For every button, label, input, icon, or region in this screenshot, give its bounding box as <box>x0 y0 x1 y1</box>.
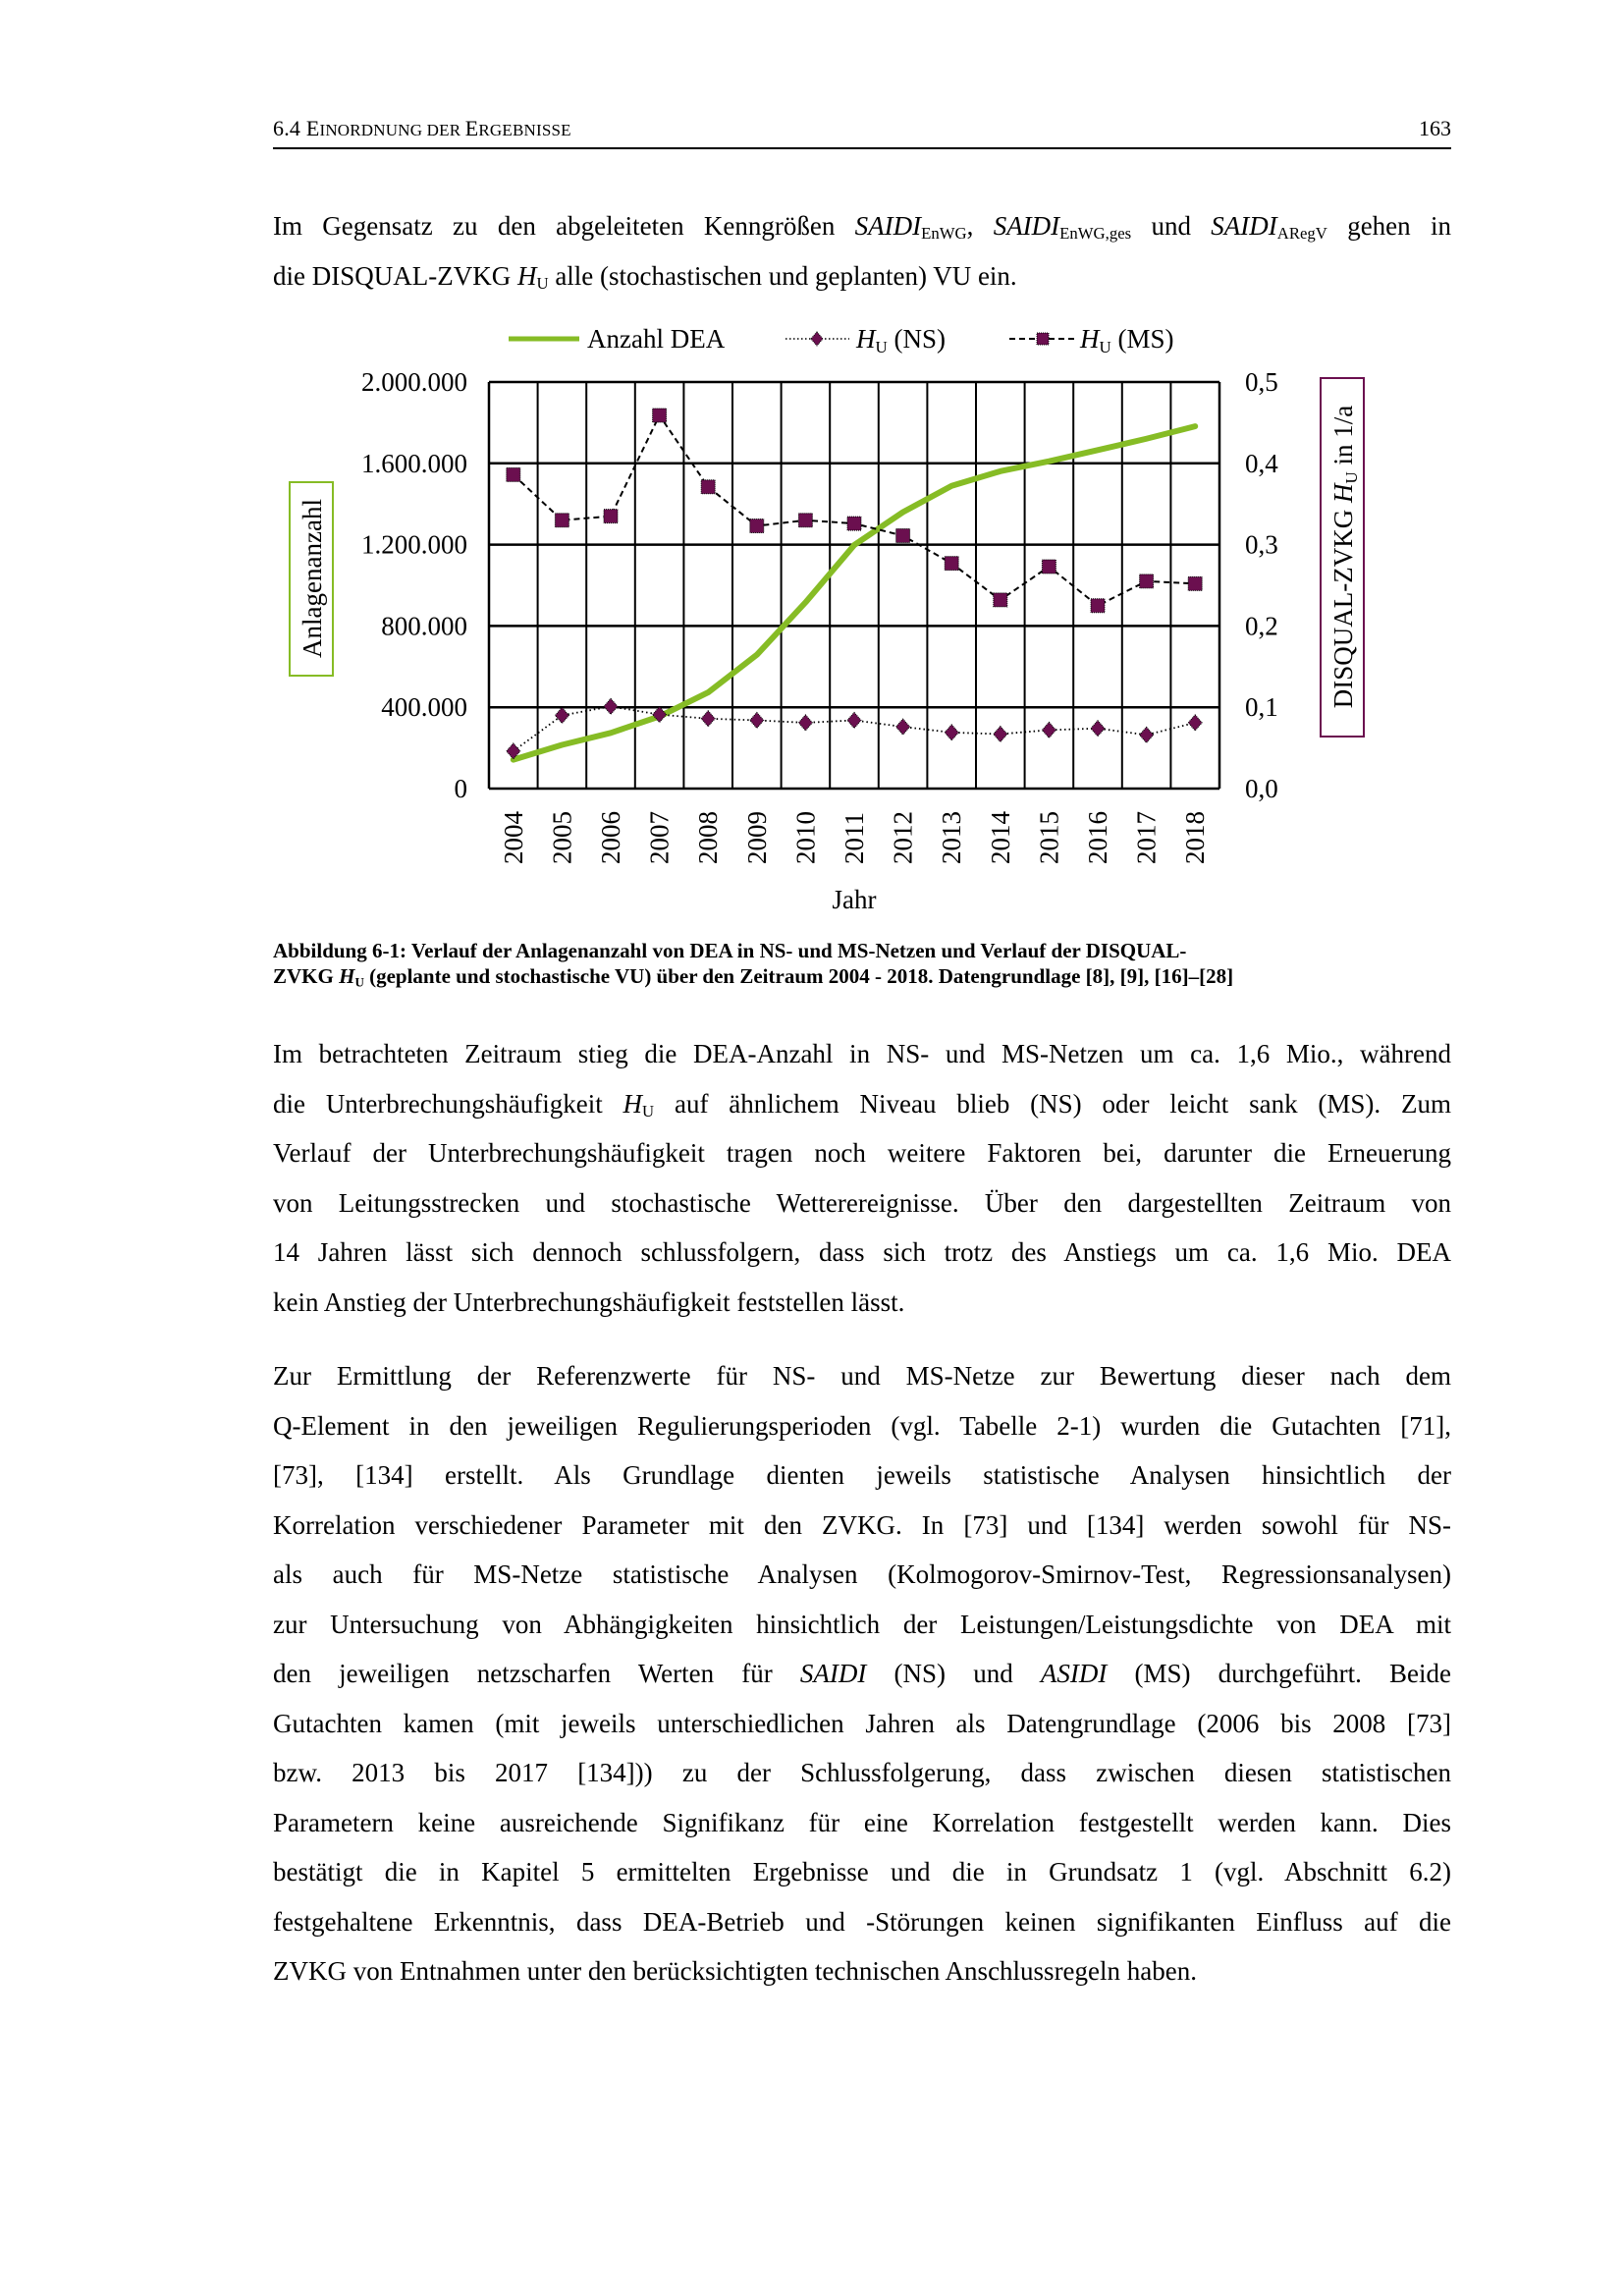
text-span: , <box>966 211 994 241</box>
data-point-hu-ns <box>896 719 910 735</box>
text-span: und <box>1131 211 1212 241</box>
x-axis-title: Jahr <box>832 885 877 914</box>
right-axis-tick-label: 0,2 <box>1245 611 1278 641</box>
text-line: Korrelation verschiedener Parameter mit den ZVKG. In [73] und [134] werden sowohl für NS- <box>273 1509 1451 1540</box>
data-point-hu-ns <box>555 707 568 723</box>
left-axis-tick-label: 1.200.000 <box>361 529 467 560</box>
section-title-smallcaps: INORDNUNG DER <box>319 121 465 139</box>
text-span: (geplante und stochastische VU) über den Zeitraum 2004 - 2018. Datengrundlage [8], [9], [16]–[28] <box>363 964 1234 988</box>
x-axis-tick-label: 2016 <box>1083 811 1112 864</box>
text-span: Im Gegensatz zu den abgeleiteten Kenngrößen <box>273 211 855 241</box>
data-point-hu-ns <box>701 711 715 727</box>
data-point-hu-ns <box>945 725 958 740</box>
x-axis-tick-label: 2004 <box>498 811 528 864</box>
text-line: von Leitungsstrecken und stochastische Wetterereignisse. Über den dargestellten Zeitraum von <box>273 1187 1451 1218</box>
data-point-hu-ns <box>1188 715 1202 731</box>
text-line <box>273 1649 1451 1699</box>
symbol-saidi: SAIDI <box>993 211 1060 241</box>
text-line: festgehaltene Erkenntnis, dass DEA-Betrieb und -Störungen keinen signifikanten Einfluss auf die <box>273 1906 1451 1937</box>
text-span: den jeweiligen netzscharfen Werten für <box>273 1659 800 1688</box>
left-axis-label <box>290 482 333 676</box>
text-line: Parametern keine ausreichende Signifikanz für eine Korrelation festgestellt werden kann. Dies <box>273 1807 1451 1837</box>
data-point-hu-ms <box>1091 599 1105 613</box>
text-span: H <box>623 1088 643 1119</box>
data-point-hu-ms <box>798 514 812 527</box>
data-point-hu-ns <box>750 712 764 728</box>
data-point-hu-ns <box>1042 722 1056 738</box>
symbol-saidi: SAIDI <box>854 211 922 241</box>
data-point-hu-ms <box>896 528 910 542</box>
left-axis-label-text: Anlagenanzahl <box>298 499 327 658</box>
subscript: EnWG,ges <box>1059 224 1132 244</box>
x-axis-tick-label: 2009 <box>741 811 772 864</box>
left-axis-tick-label: 1.600.000 <box>361 448 467 478</box>
data-point-hu-ms <box>1042 560 1056 574</box>
text-span: gehen in <box>1326 211 1451 241</box>
x-axis-tick-label: 2007 <box>644 811 675 864</box>
text-span: ASIDI <box>1040 1659 1108 1688</box>
series-line-anzahl-dea <box>514 426 1195 759</box>
data-point-hu-ms <box>604 510 618 523</box>
text-line: bestätigt die in Kapitel 5 ermittelten Ergebnisse und die in Grundsatz 1 (vgl. Abschnitt 6.2) <box>273 1857 1451 1886</box>
right-axis-tick-label: 0,1 <box>1245 692 1278 723</box>
left-axis-tick-label: 0 <box>454 774 467 803</box>
subscript: U <box>354 974 364 990</box>
x-axis-ticks <box>499 811 1210 865</box>
text-line: Verlauf der Unterbrechungshäufigkeit tragen noch weitere Faktoren bei, darunter die Erneuerung <box>273 1138 1451 1168</box>
text-line: kein Anstieg der Unterbrechungshäufigkeit feststellen lässt. <box>273 1286 905 1317</box>
data-point-hu-ms <box>555 514 568 527</box>
text-line: Gutachten kamen (mit jeweils unterschiedlichen Jahren als Datengrundlage (2006 bis 2008 [73] <box>273 1708 1451 1738</box>
x-axis-tick-label: 2013 <box>937 811 967 864</box>
legend-marker-ns <box>811 332 823 346</box>
data-point-hu-ms <box>750 519 764 533</box>
x-axis-tick-label: 2015 <box>1034 811 1064 864</box>
dea-hu-chart <box>0 0 1624 943</box>
x-axis-tick-label: 2018 <box>1180 811 1211 864</box>
body-paragraph-1 <box>273 1029 1451 1327</box>
text-line: als auch für MS-Netze statistische Analysen (Kolmogorov-Smirnov-Test, Regressionsanalysen) <box>273 1559 1451 1589</box>
text-span: die DISQUAL-ZVKG <box>273 260 517 291</box>
x-axis-tick-label: 2017 <box>1131 811 1162 864</box>
text-line: Zur Ermittlung der Referenzwerte für NS- und MS-Netze zur Bewertung dieser nach dem <box>273 1361 1451 1391</box>
left-axis-tick-label: 800.000 <box>381 611 467 641</box>
data-point-hu-ns <box>604 698 618 714</box>
x-axis-tick-label: 2006 <box>596 811 625 864</box>
symbol-h: H <box>339 964 355 988</box>
text-span: ZVKG <box>273 964 340 988</box>
right-axis-tick-label: 0,4 <box>1245 448 1278 478</box>
legend-marker-ms <box>1037 333 1049 345</box>
x-axis-tick-label: 2014 <box>985 811 1015 864</box>
left-axis-tick-label: 2.000.000 <box>361 367 467 397</box>
text-span: auf ähnlichem Niveau blieb (NS) oder leicht sank (MS). Zum <box>654 1088 1451 1119</box>
text-line: [73], [134] erstellt. Als Grundlage dienten jeweils statistische Analysen hinsichtlich der <box>273 1460 1451 1490</box>
subscript: ARegV <box>1276 224 1327 244</box>
data-point-hu-ms <box>653 409 667 422</box>
data-point-hu-ns <box>994 727 1007 742</box>
data-point-hu-ns <box>1140 727 1154 742</box>
body-paragraph-2 <box>273 1351 1451 1996</box>
data-point-hu-ns <box>1091 721 1105 737</box>
section-title-initial: E <box>464 116 479 140</box>
right-axis-tick-label: 0,3 <box>1245 529 1278 560</box>
text-line: 14 Jahren lässt sich dennoch schlussfolgern, dass sich trotz des Anstiegs um ca. 1,6 Mio. DEA <box>273 1237 1451 1267</box>
symbol-saidi: SAIDI <box>1211 211 1277 241</box>
right-axis-tick-label: 0,5 <box>1245 367 1278 397</box>
right-axis-tick-label: 0,0 <box>1245 774 1278 803</box>
section-number: 6.4 <box>273 116 301 140</box>
text-span: U <box>642 1101 655 1121</box>
text-span: (MS) durchgeführt. Beide <box>1107 1659 1451 1688</box>
text-span: die Unterbrechungshäufigkeit <box>273 1088 623 1119</box>
data-point-hu-ns <box>847 712 861 728</box>
data-point-hu-ns <box>798 715 812 731</box>
data-point-hu-ms <box>701 480 715 494</box>
data-point-hu-ms <box>994 593 1007 607</box>
figure-caption <box>273 938 1451 989</box>
data-point-hu-ms <box>847 517 861 530</box>
page-number: 163 <box>1419 116 1451 140</box>
data-point-hu-ms <box>945 557 958 571</box>
data-point-hu-ms <box>507 467 520 481</box>
caption-line: Abbildung 6-1: Verlauf der Anlagenanzahl von DEA in NS- und MS-Netzen und Verlauf der DISQUAL- <box>273 939 1187 962</box>
text-line: zur Untersuchung von Abhängigkeiten hinsichtlich der Leistungen/Leistungsdichte von DEA mit <box>273 1609 1451 1639</box>
x-axis-tick-label: 2008 <box>693 811 724 864</box>
data-point-hu-ms <box>1188 576 1202 590</box>
x-axis-tick-label: 2005 <box>547 811 577 864</box>
left-axis-tick-label: 400.000 <box>381 692 467 723</box>
data-point-hu-ms <box>1140 574 1154 588</box>
chart-legend <box>509 324 1174 356</box>
left-axis-ticks <box>361 367 467 803</box>
x-axis-tick-label: 2010 <box>790 811 821 864</box>
text-line <box>273 1079 1451 1129</box>
text-span: (NS) und <box>866 1659 1041 1688</box>
text-line: Im betrachteten Zeitraum stieg die DEA-Anzahl in NS- und MS-Netzen um ca. 1,6 Mio., während <box>273 1039 1451 1068</box>
text-span: alle (stochastischen und geplanten) VU ein. <box>548 260 1017 291</box>
subscript: EnWG <box>921 224 967 244</box>
section-title-initial: E <box>305 116 320 140</box>
legend-label-dea: Anzahl DEA <box>587 324 726 354</box>
caption-line <box>273 963 1451 989</box>
symbol-h: H <box>516 260 537 291</box>
text-line: bzw. 2013 bis 2017 [134])) zu der Schlussfolgerung, dass zwischen diesen statistischen <box>273 1758 1451 1787</box>
section-title-smallcaps: RGEBNISSE <box>478 121 571 139</box>
text-line: Q-Element in den jeweiligen Regulierungsperioden (vgl. Tabelle 2-1) wurden die Gutachten [71], <box>273 1410 1451 1441</box>
legend-label-ms: HU (MS) <box>1080 324 1174 356</box>
right-axis-ticks <box>1245 367 1278 803</box>
x-axis-tick-label: 2012 <box>888 811 918 864</box>
text-line: ZVKG von Entnahmen unter den berücksichtigten technischen Anschlussregeln haben. <box>273 1956 1197 1986</box>
right-axis-label <box>1321 378 1364 737</box>
legend-label-ns: HU (NS) <box>856 324 947 356</box>
text-span: SAIDI <box>799 1659 867 1688</box>
right-axis-label-text: DISQUAL-ZVKG HU in 1/a <box>1328 405 1361 709</box>
subscript: U <box>536 273 549 293</box>
x-axis-tick-label: 2011 <box>839 812 869 864</box>
